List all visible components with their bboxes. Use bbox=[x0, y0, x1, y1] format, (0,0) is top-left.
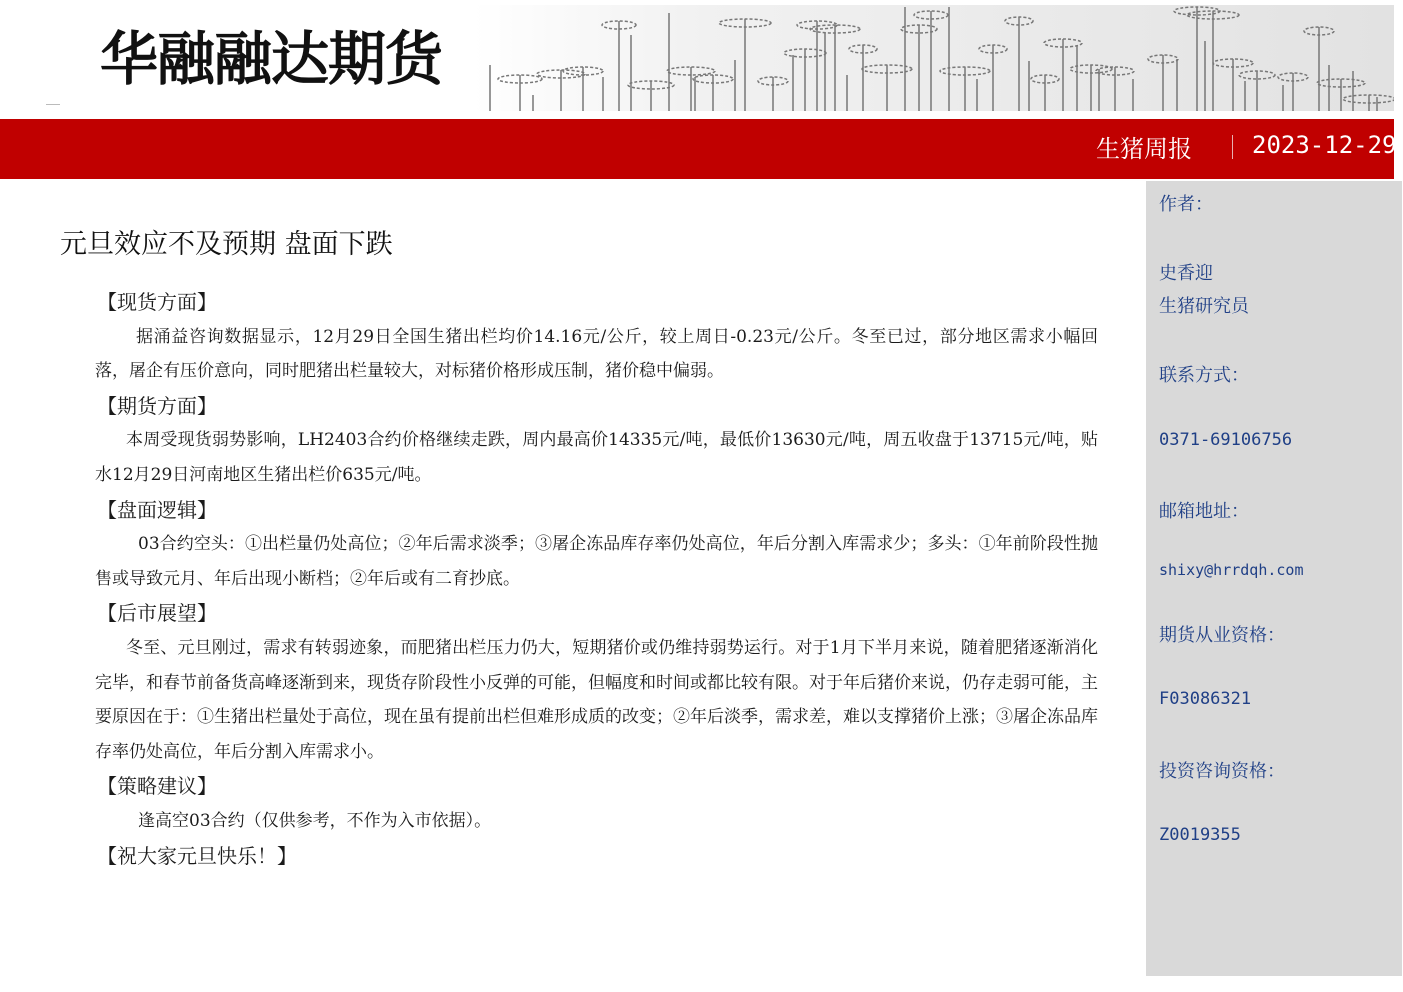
article-body bbox=[95, 285, 1098, 873]
section-paragraph: 据涌益咨询数据显示，12月29日全国生猪出栏均价14.16元/公斤，较上周日-0.23元/公斤。冬至已过，部分地区需求小幅回落，屠企有压价意向，同时肥猪出栏量较大，对标猪价格形成压制，猪价稳中偏弱。 bbox=[95, 326, 1098, 382]
section-paragraph: 冬至、元旦刚过，需求有转弱迹象，而肥猪出栏压力仍大，短期猪价或仍维持弱势运行。对于1月下半月来说，随着肥猪逐渐消化完毕，和春节前备货高峰逐渐到来，现货存阶段性小反弹的可能，但幅度和时间或都比较有限。对于年后猪价来说，仍存走弱可能，主要原因在于：①生猪出栏量处于高位，现在虽有提前出栏但难形成质的改变；②年后淡季，需求差，难以支撑猪价上涨；③屠企冻品库存率仍处高位，年后分割入库需求小。 bbox=[95, 637, 1098, 762]
contact-label: 联系方式： bbox=[1159, 365, 1249, 386]
section-heading: 【盘面逻辑】 bbox=[97, 497, 217, 522]
phone-number: 0371-69106756 bbox=[1159, 430, 1293, 450]
report-type: 生猪周报 bbox=[1096, 135, 1192, 163]
futures-license-number: F03086321 bbox=[1159, 689, 1252, 709]
company-logo: 华融融达期货 bbox=[100, 25, 443, 93]
report-date: 2023-12-29 bbox=[1252, 131, 1397, 159]
futures-license-label: 期货从业资格： bbox=[1159, 625, 1285, 646]
section-heading: 【策略建议】 bbox=[97, 774, 217, 799]
author-label: 作者： bbox=[1159, 194, 1213, 215]
decorative-header-graphic bbox=[473, 5, 1394, 111]
logo-underline bbox=[46, 104, 60, 105]
section-paragraph: 03合约空头：①出栏量仍处高位；②年后需求淡季；③屠企冻品库存率仍处高位，年后分割入库需求少；多头：①年前阶段性抛售或导致元月、年后出现小断档；②年后或有二育抄底。 bbox=[95, 534, 1098, 589]
section-heading: 【后市展望】 bbox=[97, 601, 217, 626]
section-paragraph: 本周受现货弱势影响，LH2403合约价格继续走跌，周内最高价14335元/吨，最低价13630元/吨，周五收盘于13715元/吨，贴水12月29日河南地区生猪出栏价635元/吨。 bbox=[95, 430, 1098, 485]
email-address[interactable]: shixy@hrrdqh.com bbox=[1159, 561, 1304, 579]
advisory-license-label: 投资咨询资格： bbox=[1159, 761, 1285, 782]
advisory-license-number: Z0019355 bbox=[1159, 825, 1241, 845]
section-paragraph: 逢高空03合约（仅供参考，不作为入市依据）。 bbox=[138, 810, 492, 831]
author-title: 生猪研究员 bbox=[1159, 296, 1249, 317]
header-separator bbox=[1232, 135, 1233, 159]
author-name: 史香迎 bbox=[1159, 263, 1213, 284]
section-heading: 【现货方面】 bbox=[97, 290, 217, 314]
closing-greeting: 【祝大家元旦快乐！】 bbox=[97, 843, 297, 868]
email-label: 邮箱地址： bbox=[1159, 501, 1249, 522]
section-heading: 【期货方面】 bbox=[97, 393, 217, 418]
article-title: 元旦效应不及预期 盘面下跌 bbox=[60, 229, 393, 260]
